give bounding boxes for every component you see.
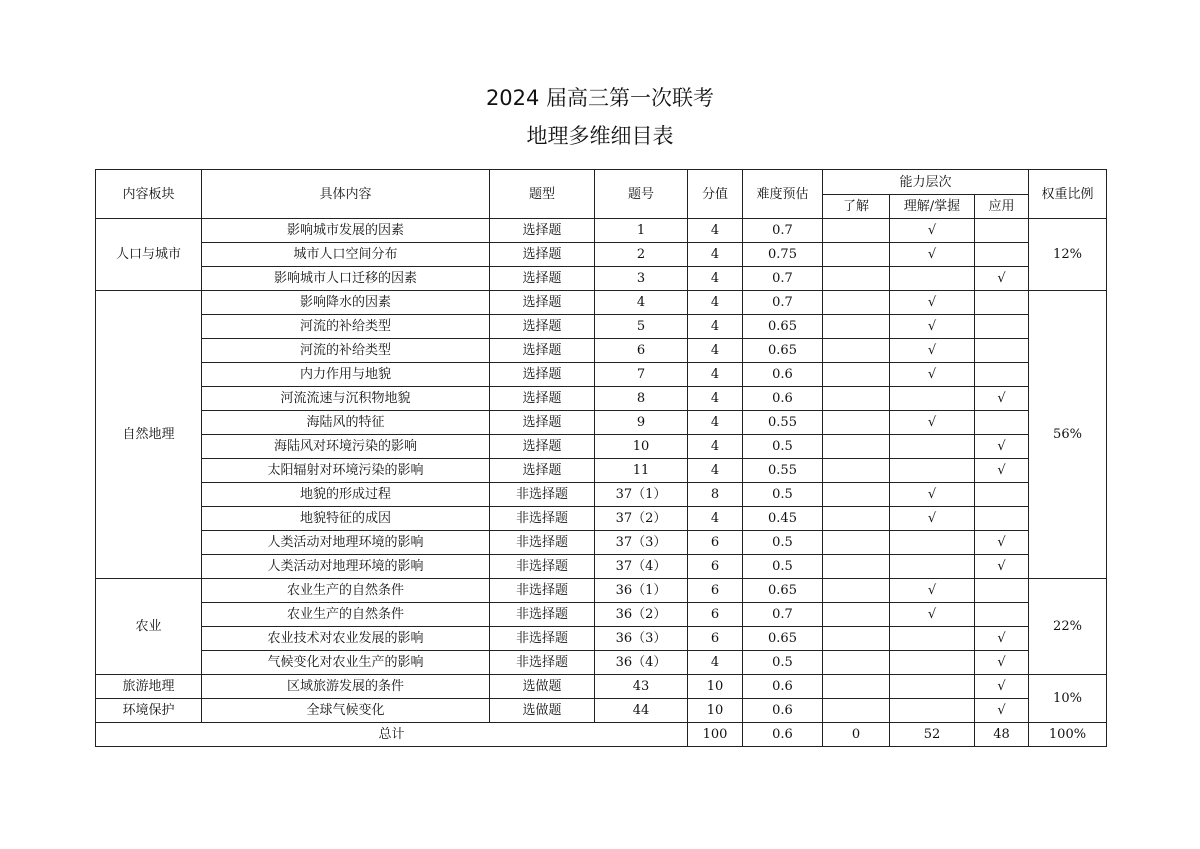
cell-content: 气候变化对农业生产的影响 bbox=[202, 651, 490, 675]
cell-type: 选择题 bbox=[490, 363, 595, 387]
header-apply: 应用 bbox=[975, 195, 1029, 219]
cell-comprehend bbox=[890, 267, 975, 291]
cell-understand bbox=[823, 315, 890, 339]
cell-difficulty: 0.5 bbox=[743, 555, 823, 579]
cell-score: 4 bbox=[688, 339, 743, 363]
cell-comprehend bbox=[890, 435, 975, 459]
cell-difficulty: 0.5 bbox=[743, 651, 823, 675]
cell-score: 4 bbox=[688, 219, 743, 243]
cell-apply bbox=[975, 411, 1029, 435]
cell-understand bbox=[823, 507, 890, 531]
cell-comprehend: √ bbox=[890, 243, 975, 267]
detail-table bbox=[95, 169, 1107, 747]
cell-score: 4 bbox=[688, 363, 743, 387]
cell-understand bbox=[823, 483, 890, 507]
cell-type: 选择题 bbox=[490, 435, 595, 459]
cell-content: 全球气候变化 bbox=[202, 699, 490, 723]
table-row bbox=[96, 555, 1107, 579]
cell-difficulty: 0.6 bbox=[743, 363, 823, 387]
cell-score: 4 bbox=[688, 387, 743, 411]
table-row bbox=[96, 579, 1107, 603]
cell-apply bbox=[975, 579, 1029, 603]
cell-comprehend bbox=[890, 675, 975, 699]
cell-comprehend: √ bbox=[890, 411, 975, 435]
cell-content: 农业生产的自然条件 bbox=[202, 603, 490, 627]
cell-apply bbox=[975, 243, 1029, 267]
cell-type: 非选择题 bbox=[490, 651, 595, 675]
cell-score: 4 bbox=[688, 243, 743, 267]
cell-comprehend: √ bbox=[890, 339, 975, 363]
cell-difficulty: 0.75 bbox=[743, 243, 823, 267]
cell-content: 内力作用与地貌 bbox=[202, 363, 490, 387]
cell-type: 选择题 bbox=[490, 243, 595, 267]
cell-type: 选择题 bbox=[490, 459, 595, 483]
cell-difficulty: 0.6 bbox=[743, 675, 823, 699]
cell-apply: √ bbox=[975, 435, 1029, 459]
cell-number: 37（3） bbox=[595, 531, 688, 555]
cell-type: 选择题 bbox=[490, 219, 595, 243]
cell-number: 8 bbox=[595, 387, 688, 411]
cell-score: 6 bbox=[688, 579, 743, 603]
cell-content: 农业生产的自然条件 bbox=[202, 579, 490, 603]
table-row bbox=[96, 411, 1107, 435]
cell-difficulty: 0.5 bbox=[743, 483, 823, 507]
table-row bbox=[96, 315, 1107, 339]
cell-number: 36（1） bbox=[595, 579, 688, 603]
cell-comprehend: √ bbox=[890, 315, 975, 339]
header-number: 题号 bbox=[595, 170, 688, 219]
cell-understand bbox=[823, 411, 890, 435]
cell-difficulty: 0.65 bbox=[743, 315, 823, 339]
cell-understand bbox=[823, 219, 890, 243]
header-section: 内容板块 bbox=[96, 170, 202, 219]
table-row bbox=[96, 603, 1107, 627]
table-row bbox=[96, 675, 1107, 699]
cell-number: 1 bbox=[595, 219, 688, 243]
cell-understand bbox=[823, 555, 890, 579]
cell-difficulty: 0.6 bbox=[743, 699, 823, 723]
cell-score: 4 bbox=[688, 507, 743, 531]
cell-content: 区域旅游发展的条件 bbox=[202, 675, 490, 699]
cell-type: 选做题 bbox=[490, 699, 595, 723]
cell-difficulty: 0.7 bbox=[743, 291, 823, 315]
table-row bbox=[96, 243, 1107, 267]
cell-content: 河流流速与沉积物地貌 bbox=[202, 387, 490, 411]
cell-understand bbox=[823, 339, 890, 363]
table-row bbox=[96, 387, 1107, 411]
table-row bbox=[96, 219, 1107, 243]
cell-score: 10 bbox=[688, 675, 743, 699]
header-row bbox=[96, 170, 1107, 195]
cell-content: 影响降水的因素 bbox=[202, 291, 490, 315]
cell-number: 43 bbox=[595, 675, 688, 699]
cell-apply bbox=[975, 291, 1029, 315]
cell-understand bbox=[823, 531, 890, 555]
cell-number: 2 bbox=[595, 243, 688, 267]
cell-apply: √ bbox=[975, 675, 1029, 699]
total-understand: 0 bbox=[823, 723, 890, 747]
cell-number: 11 bbox=[595, 459, 688, 483]
cell-content: 海陆风对环境污染的影响 bbox=[202, 435, 490, 459]
cell-score: 4 bbox=[688, 291, 743, 315]
cell-difficulty: 0.55 bbox=[743, 459, 823, 483]
total-weight: 100% bbox=[1029, 723, 1107, 747]
table-row bbox=[96, 531, 1107, 555]
header-understand: 了解 bbox=[823, 195, 890, 219]
cell-comprehend: √ bbox=[890, 507, 975, 531]
cell-content: 城市人口空间分布 bbox=[202, 243, 490, 267]
cell-content: 河流的补给类型 bbox=[202, 315, 490, 339]
cell-number: 36（2） bbox=[595, 603, 688, 627]
cell-score: 4 bbox=[688, 315, 743, 339]
header-ability: 能力层次 bbox=[823, 170, 1029, 195]
table-row bbox=[96, 363, 1107, 387]
table-row bbox=[96, 699, 1107, 723]
cell-type: 选择题 bbox=[490, 411, 595, 435]
section-weight: 22% bbox=[1029, 579, 1107, 675]
cell-score: 8 bbox=[688, 483, 743, 507]
cell-content: 太阳辐射对环境污染的影响 bbox=[202, 459, 490, 483]
table-row bbox=[96, 651, 1107, 675]
cell-score: 4 bbox=[688, 411, 743, 435]
cell-score: 6 bbox=[688, 627, 743, 651]
cell-score: 10 bbox=[688, 699, 743, 723]
total-label: 总计 bbox=[96, 723, 688, 747]
cell-content: 影响城市发展的因素 bbox=[202, 219, 490, 243]
cell-number: 36（4） bbox=[595, 651, 688, 675]
cell-difficulty: 0.55 bbox=[743, 411, 823, 435]
header-comprehend: 理解/掌握 bbox=[890, 195, 975, 219]
cell-comprehend: √ bbox=[890, 603, 975, 627]
cell-content: 人类活动对地理环境的影响 bbox=[202, 531, 490, 555]
header-type: 题型 bbox=[490, 170, 595, 219]
cell-apply: √ bbox=[975, 555, 1029, 579]
table-row bbox=[96, 291, 1107, 315]
cell-number: 4 bbox=[595, 291, 688, 315]
section-weight: 56% bbox=[1029, 291, 1107, 579]
section-weight: 12% bbox=[1029, 219, 1107, 291]
total-row bbox=[96, 723, 1107, 747]
total-comprehend: 52 bbox=[890, 723, 975, 747]
cell-content: 海陆风的特征 bbox=[202, 411, 490, 435]
cell-apply: √ bbox=[975, 387, 1029, 411]
cell-apply bbox=[975, 363, 1029, 387]
cell-understand bbox=[823, 363, 890, 387]
cell-comprehend bbox=[890, 387, 975, 411]
section-name: 环境保护 bbox=[96, 699, 202, 723]
cell-difficulty: 0.45 bbox=[743, 507, 823, 531]
cell-understand bbox=[823, 291, 890, 315]
cell-number: 44 bbox=[595, 699, 688, 723]
section-name: 农业 bbox=[96, 579, 202, 675]
cell-understand bbox=[823, 435, 890, 459]
cell-type: 非选择题 bbox=[490, 603, 595, 627]
section-name: 人口与城市 bbox=[96, 219, 202, 291]
cell-difficulty: 0.6 bbox=[743, 387, 823, 411]
cell-understand bbox=[823, 243, 890, 267]
cell-comprehend bbox=[890, 531, 975, 555]
section-name: 旅游地理 bbox=[96, 675, 202, 699]
cell-type: 选择题 bbox=[490, 291, 595, 315]
section-weight: 10% bbox=[1029, 675, 1107, 723]
cell-difficulty: 0.7 bbox=[743, 219, 823, 243]
cell-type: 非选择题 bbox=[490, 531, 595, 555]
cell-content: 人类活动对地理环境的影响 bbox=[202, 555, 490, 579]
cell-type: 选择题 bbox=[490, 339, 595, 363]
cell-understand bbox=[823, 651, 890, 675]
header-difficulty: 难度预估 bbox=[743, 170, 823, 219]
cell-difficulty: 0.65 bbox=[743, 579, 823, 603]
cell-apply: √ bbox=[975, 459, 1029, 483]
cell-type: 选择题 bbox=[490, 315, 595, 339]
cell-understand bbox=[823, 699, 890, 723]
cell-apply bbox=[975, 507, 1029, 531]
table-row bbox=[96, 483, 1107, 507]
cell-difficulty: 0.5 bbox=[743, 531, 823, 555]
cell-number: 10 bbox=[595, 435, 688, 459]
table-row bbox=[96, 507, 1107, 531]
cell-difficulty: 0.65 bbox=[743, 627, 823, 651]
cell-understand bbox=[823, 627, 890, 651]
cell-score: 4 bbox=[688, 651, 743, 675]
cell-comprehend bbox=[890, 555, 975, 579]
section-name: 自然地理 bbox=[96, 291, 202, 579]
cell-apply: √ bbox=[975, 627, 1029, 651]
cell-understand bbox=[823, 603, 890, 627]
total-score: 100 bbox=[688, 723, 743, 747]
cell-score: 4 bbox=[688, 267, 743, 291]
table-row bbox=[96, 435, 1107, 459]
header-content: 具体内容 bbox=[202, 170, 490, 219]
cell-difficulty: 0.7 bbox=[743, 603, 823, 627]
cell-number: 37（4） bbox=[595, 555, 688, 579]
cell-apply: √ bbox=[975, 651, 1029, 675]
cell-difficulty: 0.65 bbox=[743, 339, 823, 363]
cell-type: 选择题 bbox=[490, 267, 595, 291]
cell-comprehend bbox=[890, 627, 975, 651]
cell-comprehend bbox=[890, 699, 975, 723]
cell-apply bbox=[975, 603, 1029, 627]
cell-type: 非选择题 bbox=[490, 555, 595, 579]
table-row bbox=[96, 627, 1107, 651]
cell-number: 6 bbox=[595, 339, 688, 363]
document-title: 2024 届高三第一次联考 bbox=[485, 86, 715, 110]
cell-type: 非选择题 bbox=[490, 579, 595, 603]
table-row bbox=[96, 267, 1107, 291]
cell-apply: √ bbox=[975, 267, 1029, 291]
header-weight: 权重比例 bbox=[1029, 170, 1107, 219]
cell-score: 6 bbox=[688, 603, 743, 627]
cell-content: 农业技术对农业发展的影响 bbox=[202, 627, 490, 651]
table-row bbox=[96, 339, 1107, 363]
cell-comprehend bbox=[890, 459, 975, 483]
cell-understand bbox=[823, 579, 890, 603]
document-subtitle: 地理多维细目表 bbox=[526, 124, 674, 148]
cell-understand bbox=[823, 459, 890, 483]
cell-content: 影响城市人口迁移的因素 bbox=[202, 267, 490, 291]
cell-understand bbox=[823, 267, 890, 291]
cell-type: 非选择题 bbox=[490, 507, 595, 531]
cell-apply: √ bbox=[975, 531, 1029, 555]
cell-score: 4 bbox=[688, 435, 743, 459]
cell-number: 9 bbox=[595, 411, 688, 435]
cell-number: 7 bbox=[595, 363, 688, 387]
cell-apply bbox=[975, 315, 1029, 339]
cell-type: 选做题 bbox=[490, 675, 595, 699]
cell-content: 地貌的形成过程 bbox=[202, 483, 490, 507]
cell-number: 3 bbox=[595, 267, 688, 291]
cell-score: 6 bbox=[688, 555, 743, 579]
cell-score: 6 bbox=[688, 531, 743, 555]
cell-type: 选择题 bbox=[490, 387, 595, 411]
cell-score: 4 bbox=[688, 459, 743, 483]
cell-apply bbox=[975, 483, 1029, 507]
cell-content: 河流的补给类型 bbox=[202, 339, 490, 363]
total-apply: 48 bbox=[975, 723, 1029, 747]
cell-comprehend: √ bbox=[890, 291, 975, 315]
cell-type: 非选择题 bbox=[490, 483, 595, 507]
cell-apply bbox=[975, 219, 1029, 243]
cell-difficulty: 0.7 bbox=[743, 267, 823, 291]
cell-number: 37（1） bbox=[595, 483, 688, 507]
table-row bbox=[96, 459, 1107, 483]
cell-comprehend: √ bbox=[890, 483, 975, 507]
cell-comprehend: √ bbox=[890, 579, 975, 603]
cell-comprehend bbox=[890, 651, 975, 675]
header-score: 分值 bbox=[688, 170, 743, 219]
cell-difficulty: 0.5 bbox=[743, 435, 823, 459]
cell-understand bbox=[823, 387, 890, 411]
cell-comprehend: √ bbox=[890, 219, 975, 243]
cell-comprehend: √ bbox=[890, 363, 975, 387]
cell-type: 非选择题 bbox=[490, 627, 595, 651]
cell-understand bbox=[823, 675, 890, 699]
cell-number: 5 bbox=[595, 315, 688, 339]
cell-content: 地貌特征的成因 bbox=[202, 507, 490, 531]
cell-apply bbox=[975, 339, 1029, 363]
cell-apply: √ bbox=[975, 699, 1029, 723]
total-difficulty: 0.6 bbox=[743, 723, 823, 747]
cell-number: 36（3） bbox=[595, 627, 688, 651]
cell-number: 37（2） bbox=[595, 507, 688, 531]
